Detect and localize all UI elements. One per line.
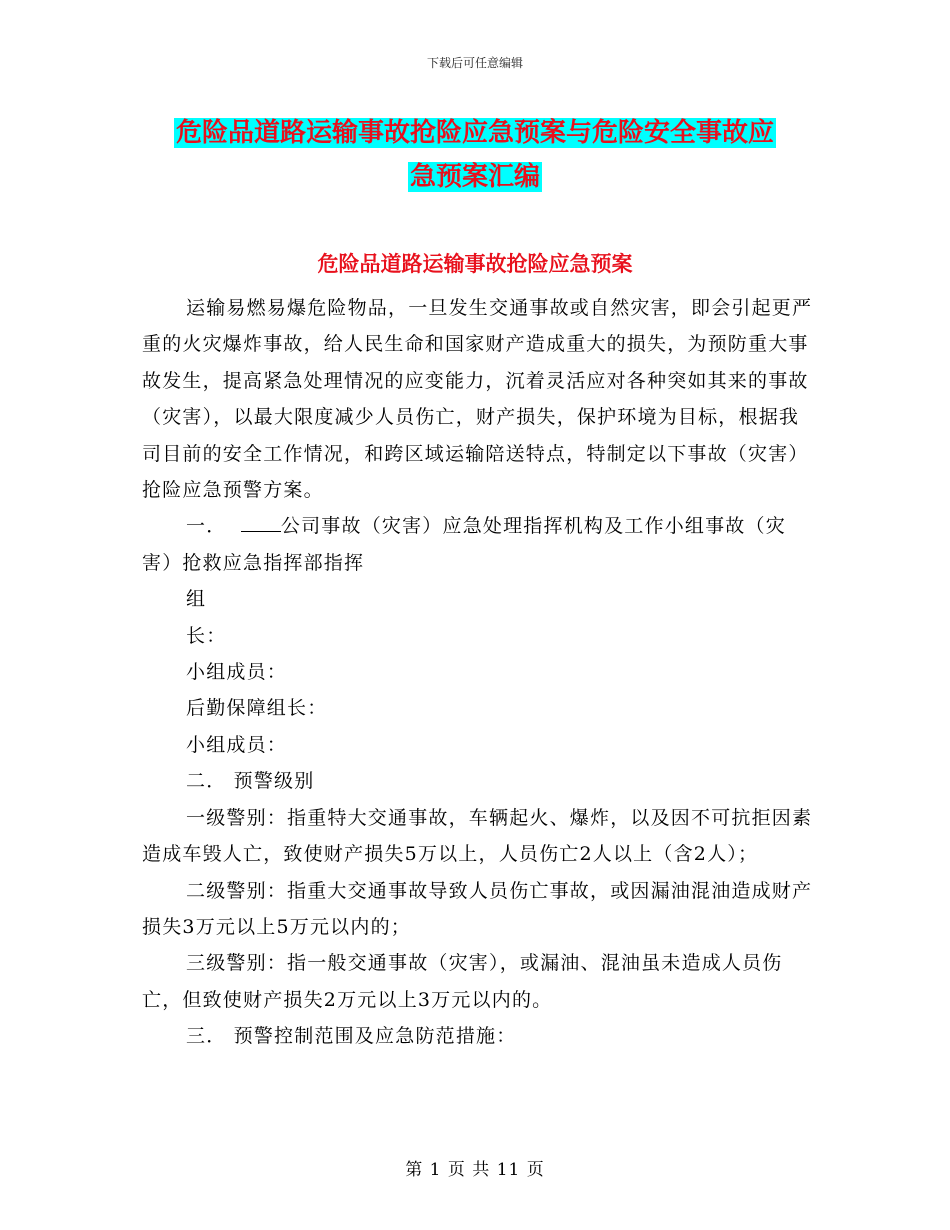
leader-label: 长： [186, 624, 227, 647]
document-title-line-2: 急预案汇编 [409, 162, 540, 192]
document-title-line-1: 危险品道路运输事故抢险应急预案与危险安全事故应 [175, 118, 774, 148]
level-3-paragraph: 三级警别：指一般交通事故（灾害），或漏油、混油虽未造成人员伤亡，但致使财产损失2万元以上3万元以内的。 [142, 952, 783, 1011]
header-note: 下载后可任意编辑 [426, 56, 523, 70]
document-body [142, 290, 814, 1055]
section-1-heading: 一． 公司事故（灾害）应急处理指挥机构及工作小组事故（灾害）抢救应急指挥部指挥 [142, 515, 786, 574]
section-title: 危险品道路运输事故抢险应急预案 [317, 252, 633, 276]
level-1-paragraph: 一级警别：指重特大交通事故，车辆起火、爆炸，以及因不可抗拒因素造成车毁人亡，致使财产损失5万以上，人员伤亡2人以上（含2人）； [142, 806, 813, 866]
level-2-paragraph: 二级警别：指重大交通事故导致人员伤亡事故，或因漏油混油造成财产损失3万元以上5万元以内的； [142, 879, 813, 938]
page-footer: 第 1 页 共 11 页 [405, 1160, 545, 1180]
zu-label: 组 [186, 588, 207, 611]
section-3-heading: 三． 预警控制范围及应急防范措施： [186, 1025, 517, 1048]
section-2-heading: 二． 预警级别 [186, 770, 315, 793]
intro-paragraph: 运输易燃易爆危险物品，一旦发生交通事故或自然灾害，即会引起更严重的火灾爆炸事故，给人民生命和国家财产造成重大的损失，为预防重大事故发生，提高紧急处理情况的应变能力，沉着灵活应对各种突如其来的事故（灾害），以最大限度减少人员伤亡，财产损失，保护环境为目标，根据我司目前的安全工作情况，和跨区域运输陪送特点，特制定以下事故（灾害）抢险应急预警方案。 [142, 297, 813, 502]
logistics-leader-label: 后勤保障组长： [186, 697, 328, 720]
blank-line [241, 513, 281, 532]
members-label-1: 小组成员： [186, 661, 288, 684]
members-label-2: 小组成员： [186, 733, 288, 756]
